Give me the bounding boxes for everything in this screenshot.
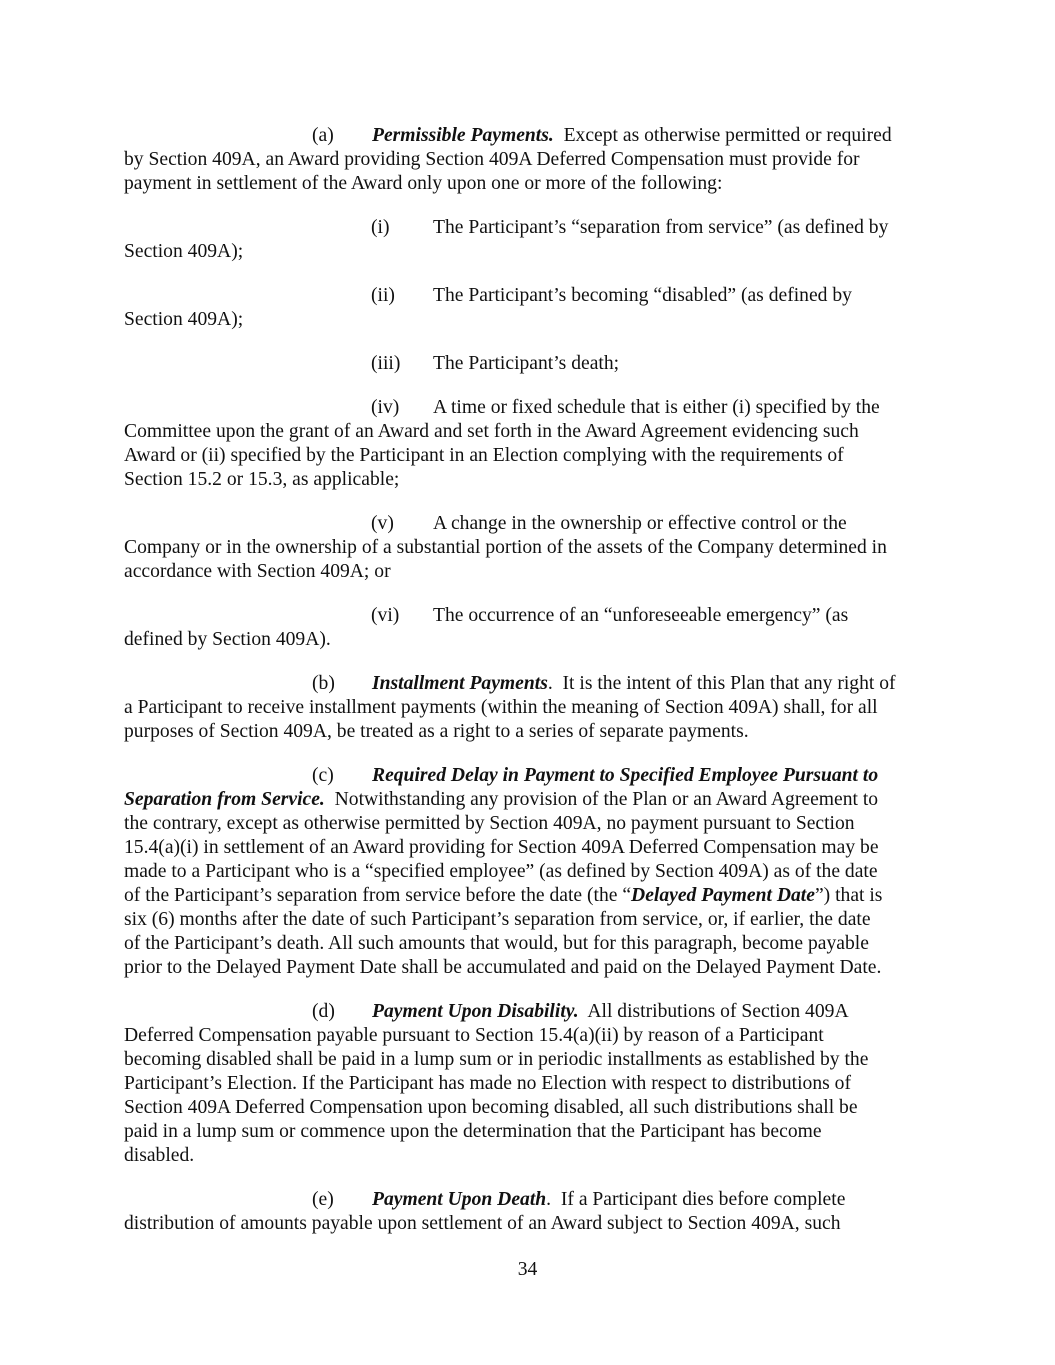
section-c-text-4: 15.4(a)(i) in settlement of an Award providing for Section 409A Deferred Compensation may be — [124, 837, 879, 858]
section-c-text-6b: ”) that is — [814, 885, 883, 906]
item-i-label: (i) — [371, 217, 390, 238]
item-iv-text-4: Section 15.2 or 15.3, as applicable; — [124, 469, 400, 490]
item-iv-label: (iv) — [371, 397, 400, 418]
document-page — [124, 124, 936, 1256]
section-e — [124, 1188, 936, 1236]
item-iii-label: (iii) — [371, 353, 401, 374]
section-b-text-2: a Participant to receive installment payments (within the meaning of Section 409A) shall, for all — [124, 697, 878, 718]
section-d — [124, 1000, 936, 1168]
list-item-ii — [124, 284, 936, 332]
item-iv-text-3: Award or (ii) specified by the Participant in an Election complying with the requirements of — [124, 445, 844, 466]
section-d-text-7: disabled. — [124, 1145, 195, 1166]
item-v-text-3: accordance with Section 409A; or — [124, 561, 391, 582]
section-c-heading-2: Separation from Service. — [124, 789, 325, 810]
section-c-text-6a: of the Participant’s separation from service before the date (the “ — [124, 885, 632, 906]
section-c — [124, 764, 936, 980]
section-a-heading: Permissible Payments. — [372, 125, 554, 146]
item-i-text-2: Section 409A); — [124, 241, 244, 262]
section-e-text-1: . If a Participant dies before complete — [546, 1189, 846, 1210]
section-c-heading-1: Required Delay in Payment to Specified Employee Pursuant to — [372, 765, 879, 786]
section-e-label: (e) — [312, 1189, 334, 1210]
section-a-text-1: Except as otherwise permitted or required — [553, 125, 892, 146]
item-v-text-2: Company or in the ownership of a substantial portion of the assets of the Company determined in — [124, 537, 887, 558]
section-d-text-3: becoming disabled shall be paid in a lump sum or in periodic installments as established by the — [124, 1049, 869, 1070]
item-iv-text-2: Committee upon the grant of an Award and set forth in the Award Agreement evidencing such — [124, 421, 859, 442]
list-item-iv — [124, 396, 936, 492]
section-b-text-1: . It is the intent of this Plan that any right of — [547, 673, 896, 694]
item-ii-text-1: The Participant’s becoming “disabled” (as defined by — [433, 285, 852, 306]
section-a-label: (a) — [312, 125, 334, 146]
section-b-heading: Installment Payments — [372, 673, 548, 694]
section-e-heading: Payment Upon Death — [372, 1189, 547, 1210]
section-c-text-9: prior to the Delayed Payment Date shall be accumulated and paid on the Delayed Payment Date. — [124, 957, 882, 978]
section-c-text-8: of the Participant’s death. All such amounts that would, but for this paragraph, become payable — [124, 933, 869, 954]
section-b-text-3: purposes of Section 409A, be treated as a right to a series of separate payments. — [124, 721, 749, 742]
section-b — [124, 672, 936, 744]
section-e-text-2: distribution of amounts payable upon settlement of an Award subject to Section 409A, such — [124, 1213, 841, 1234]
list-item-i — [124, 216, 936, 264]
section-d-text-2: Deferred Compensation payable pursuant to Section 15.4(a)(ii) by reason of a Participant — [124, 1025, 824, 1046]
section-a-text-3: payment in settlement of the Award only upon one or more of the following: — [124, 173, 723, 194]
page-number: 34 — [517, 1259, 538, 1280]
item-iii-text-1: The Participant’s death; — [433, 353, 620, 374]
section-b-label: (b) — [312, 673, 335, 694]
section-c-text-2: Notwithstanding any provision of the Plan or an Award Agreement to — [324, 789, 879, 810]
section-d-text-1: All distributions of Section 409A — [578, 1001, 849, 1022]
section-d-text-6: paid in a lump sum or commence upon the determination that the Participant has become — [124, 1121, 822, 1142]
section-d-label: (d) — [312, 1001, 335, 1022]
item-vi-text-2: defined by Section 409A). — [124, 629, 331, 650]
list-item-iii — [124, 352, 936, 376]
list-item-vi — [124, 604, 936, 652]
item-v-label: (v) — [371, 513, 394, 534]
section-d-heading: Payment Upon Disability. — [372, 1001, 579, 1022]
delayed-payment-date-term: Delayed Payment Date — [631, 885, 815, 906]
item-ii-label: (ii) — [371, 285, 395, 306]
section-a-text-2: by Section 409A, an Award providing Section 409A Deferred Compensation must provide for — [124, 149, 860, 170]
section-d-text-4: Participant’s Election. If the Participant has made no Election with respect to distributions of — [124, 1073, 851, 1094]
section-c-text-7: six (6) months after the date of such Participant’s separation from service, or, if earlier, the date — [124, 909, 871, 930]
section-c-text-3: the contrary, except as otherwise permitted by Section 409A, no payment pursuant to Section — [124, 813, 855, 834]
list-item-v — [124, 512, 936, 584]
section-c-label: (c) — [312, 765, 334, 786]
section-c-text-5: made to a Participant who is a “specified employee” (as defined by Section 409A) as of the date — [124, 861, 878, 882]
section-d-text-5: Section 409A Deferred Compensation upon becoming disabled, all such distributions shall be — [124, 1097, 858, 1118]
item-v-text-1: A change in the ownership or effective control or the — [433, 513, 847, 534]
item-vi-text-1: The occurrence of an “unforeseeable emergency” (as — [433, 605, 849, 626]
item-i-text-1: The Participant’s “separation from service” (as defined by — [433, 217, 889, 238]
item-vi-label: (vi) — [371, 605, 400, 626]
item-ii-text-2: Section 409A); — [124, 309, 244, 330]
section-a — [124, 124, 936, 196]
item-iv-text-1: A time or fixed schedule that is either (i) specified by the — [433, 397, 880, 418]
